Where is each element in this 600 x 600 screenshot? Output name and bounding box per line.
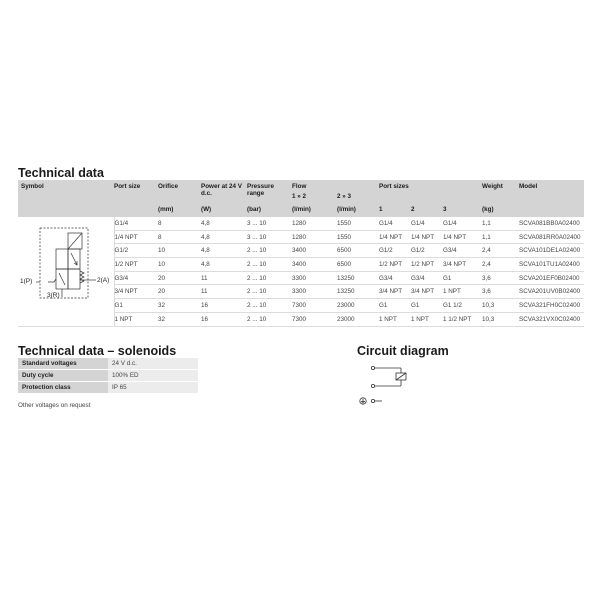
cell-flow12: 3400 [292,258,337,272]
terminal-icon [371,399,374,402]
unit-weight: (kg) [482,202,519,217]
cell-p3: G1 [443,271,482,285]
cell-flow12: 3300 [292,271,337,285]
cell-port: G1/2 [114,244,158,258]
cell-weight: 2,4 [482,258,519,272]
header-row-1 [18,180,584,193]
cell-power: 4,8 [201,244,247,258]
terminal-icon [371,366,374,369]
cell-weight: 10,3 [482,312,519,326]
cell-p2: G1/2 [411,244,443,258]
solenoid-key: Duty cycle [18,370,108,382]
cell-flow23: 6500 [337,244,379,258]
cell-p1: G1/2 [379,244,411,258]
solenoid-value: IP 65 [108,382,198,394]
cell-model: SCVA101TU1A02400 [519,258,584,272]
port-size-1: 1 [379,202,411,217]
port-label-p2: 2(A) [97,277,110,284]
circuit-diagram-title: Circuit diagram [357,344,449,358]
cell-weight: 1,1 [482,217,519,230]
cell-port: 1 NPT [114,312,158,326]
cell-weight: 3,6 [482,271,519,285]
cell-orifice: 20 [158,285,201,299]
cell-model: SCVA201UV0B02400 [519,285,584,299]
col-weight: Weight [482,180,519,193]
col-port-size: Port size [114,180,158,193]
cell-flow23: 13250 [337,285,379,299]
col-flow: Flow [292,180,337,193]
cell-p1: 3/4 NPT [379,285,411,299]
cell-weight: 1,1 [482,230,519,244]
cell-power: 11 [201,271,247,285]
cell-flow12: 3400 [292,244,337,258]
solenoid-value: 24 V d.c. [108,358,198,370]
cell-orifice: 20 [158,271,201,285]
solenoid-row [18,358,198,370]
col-port-sizes: Port sizes [379,180,482,193]
cell-power: 4,8 [201,258,247,272]
col-pressure: Pressure range [247,180,292,202]
solenoid-note: Other voltages on request [18,402,91,409]
table-row [18,217,584,230]
cell-pressure: 2 ... 10 [247,285,292,299]
cell-pressure: 2 ... 10 [247,299,292,313]
cell-p3: G1 1/2 [443,299,482,313]
cell-model: SCVA081RR0A02400 [519,230,584,244]
cell-flow23: 23000 [337,312,379,326]
cell-p2: G1/4 [411,217,443,230]
header-row-2 [18,193,584,202]
solenoid-row [18,370,198,382]
cell-p3: G1/4 [443,217,482,230]
cell-flow23: 6500 [337,258,379,272]
technical-data-title: Technical data [18,166,104,180]
cell-orifice: 10 [158,258,201,272]
unit-power: (W) [201,202,247,217]
cell-p2: G3/4 [411,271,443,285]
port-label-p1: 1(P) [20,278,33,285]
cell-power: 16 [201,299,247,313]
cell-p2: G1 [411,299,443,313]
cell-flow23: 1550 [337,230,379,244]
solenoid-key: Standard voltages [18,358,108,370]
technical-data-table [18,180,584,327]
cell-weight: 3,6 [482,285,519,299]
terminal-icon [371,384,374,387]
unit-flow-2-3: (l/min) [337,202,379,217]
cell-p1: G1/4 [379,217,411,230]
col-model: Model [519,180,584,193]
cell-p1: G3/4 [379,271,411,285]
cell-flow12: 3300 [292,285,337,299]
port-size-2: 2 [411,202,443,217]
solenoid-row [18,382,198,394]
col-orifice: Orifice [158,180,201,193]
cell-power: 16 [201,312,247,326]
cell-pressure: 2 ... 10 [247,258,292,272]
cell-p1: 1/2 NPT [379,258,411,272]
cell-port: G3/4 [114,271,158,285]
port-size-3: 3 [443,202,482,217]
cell-power: 4,8 [201,230,247,244]
cell-flow23: 13250 [337,271,379,285]
cell-orifice: 8 [158,217,201,230]
solenoids-title: Technical data – solenoids [18,344,177,358]
cell-pressure: 2 ... 10 [247,244,292,258]
cell-pressure: 3 ... 10 [247,230,292,244]
cell-model: SCVA321FH0C02400 [519,299,584,313]
col-flow-2-3: 2 » 3 [337,193,379,202]
valve-symbol-icon [18,225,113,310]
cell-power: 4,8 [201,217,247,230]
cell-orifice: 32 [158,312,201,326]
cell-flow23: 23000 [337,299,379,313]
cell-p3: 1/4 NPT [443,230,482,244]
circuit-diagram [355,362,425,412]
cell-p2: 1 NPT [411,312,443,326]
cell-p2: 3/4 NPT [411,285,443,299]
header-row-units [18,202,584,217]
cell-model: SCVA201EF0B02400 [519,271,584,285]
cell-port: G1/4 [114,217,158,230]
cell-p3: 1 1/2 NPT [443,312,482,326]
cell-orifice: 10 [158,244,201,258]
cell-pressure: 2 ... 10 [247,271,292,285]
cell-port: 1/4 NPT [114,230,158,244]
cell-p3: 1 NPT [443,285,482,299]
cell-weight: 2,4 [482,244,519,258]
cell-model: SCVA081BB0A02400 [519,217,584,230]
unit-flow-1-2: (l/min) [292,202,337,217]
cell-p1: G1 [379,299,411,313]
unit-pressure: (bar) [247,202,292,217]
cell-model: SCVA321VX0C02400 [519,312,584,326]
solenoid-value: 100% ED [108,370,198,382]
solenoid-key: Protection class [18,382,108,394]
valve-symbol-cell [18,217,114,326]
cell-port: 1/2 NPT [114,258,158,272]
cell-pressure: 2 ... 10 [247,312,292,326]
cell-p1: 1/4 NPT [379,230,411,244]
cell-p2: 1/4 NPT [411,230,443,244]
col-power: Power at 24 V d.c. [201,180,247,202]
col-flow-1-2: 1 » 2 [292,193,337,202]
cell-p3: G3/4 [443,244,482,258]
col-symbol: Symbol [18,180,114,193]
cell-flow23: 1550 [337,217,379,230]
cell-port: 3/4 NPT [114,285,158,299]
cell-p1: 1 NPT [379,312,411,326]
cell-model: SCVA101DE1A02400 [519,244,584,258]
port-label-p3: 3(R) [47,292,60,299]
cell-weight: 10,3 [482,299,519,313]
cell-flow12: 1280 [292,217,337,230]
cell-orifice: 8 [158,230,201,244]
cell-flow12: 7300 [292,312,337,326]
cell-pressure: 3 ... 10 [247,217,292,230]
cell-power: 11 [201,285,247,299]
solenoids-table [18,358,198,394]
cell-flow12: 1280 [292,230,337,244]
cell-port: G1 [114,299,158,313]
cell-p3: 3/4 NPT [443,258,482,272]
unit-orifice: (mm) [158,202,201,217]
cell-flow12: 7300 [292,299,337,313]
cell-p2: 1/2 NPT [411,258,443,272]
cell-orifice: 32 [158,299,201,313]
